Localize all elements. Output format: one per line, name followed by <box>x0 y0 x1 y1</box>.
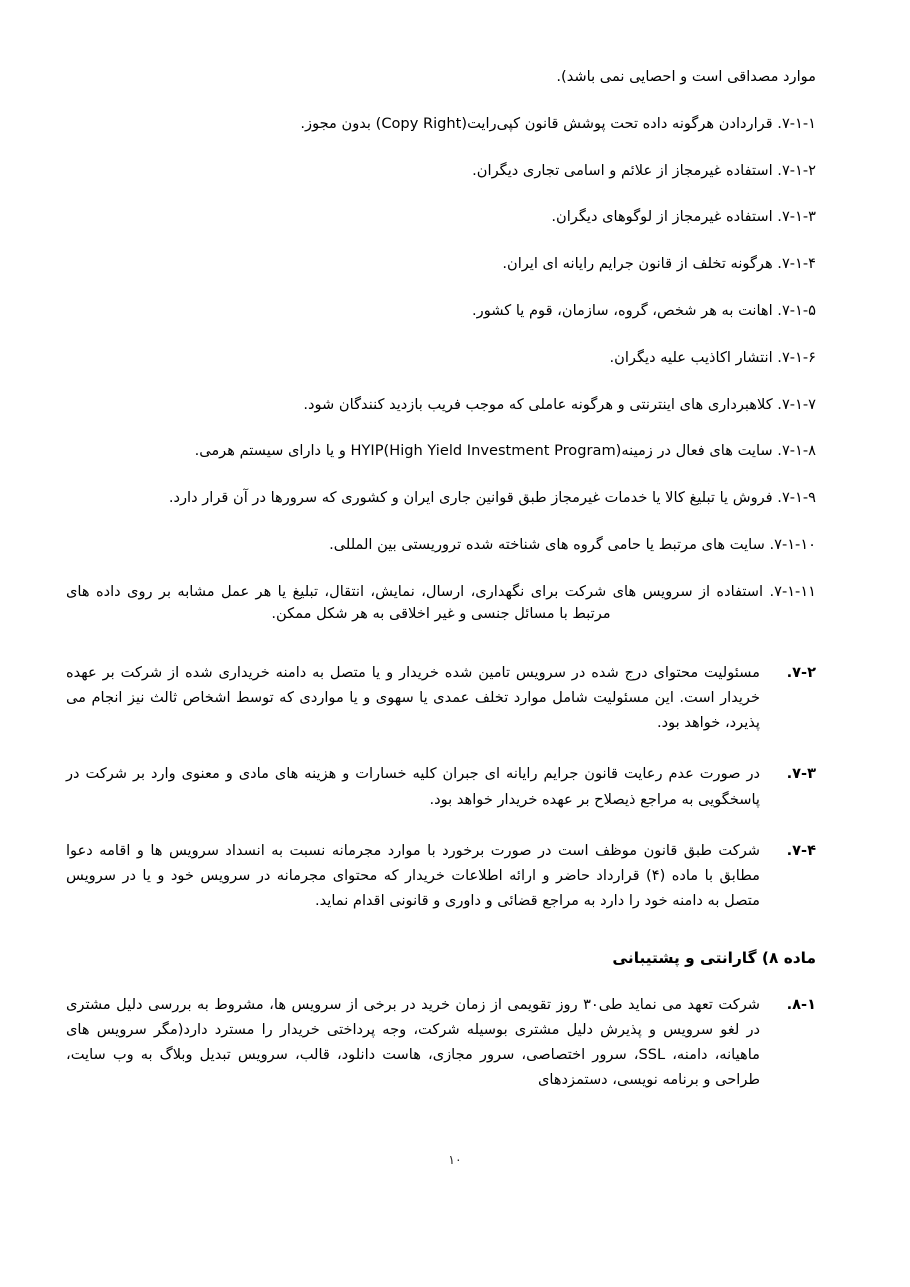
subclause-7-1-5: ۷-۱-۵. اهانت به هر شخص، گروه، سازمان، قوم یا کشور. <box>472 301 816 319</box>
clause-text-7-3: در صورت عدم رعایت قانون جرایم رایانه ای جبران کلیه خسارات و هزینه های مادی و معنوی وارد بر شرکت در پاسخگویی به مراجع ذیصلاح بر عهده خریدار خواهد بود. <box>66 765 760 808</box>
section-heading-article-8: ماده ۸) گارانتی و پشتیبانی <box>612 948 816 967</box>
section-spacer <box>66 650 816 660</box>
subclause-7-1-3: ۷-۱-۳. استفاده غیرمجاز از لوگوهای دیگران. <box>551 208 816 226</box>
clause-7-2 <box>66 660 816 735</box>
clause-marker-7-2: ۷-۲. <box>786 664 816 682</box>
subclause-7-1-11: ۷-۱-۱۱. استفاده از سرویس های شرکت برای نگهداری، ارسال، نمایش، انتقال، تبلیغ یا هر عمل مشابه بر روی داده های مرتبط با مسائل جنسی و غیر اخلاقی به هر شکل ممکن. <box>66 582 816 623</box>
intro-continuation-line: موارد مصداقی است و احصایی نمی باشد). <box>556 68 816 85</box>
subclause-7-1-7: ۷-۱-۷. کلاهبرداری های اینترنتی و هرگونه عاملی که موجب فریب بازدید کنندگان شود. <box>303 395 816 413</box>
page-content <box>66 66 816 1118</box>
clause-marker-8-1: ۸-۱. <box>786 996 816 1014</box>
subclause-7-1-1: ۷-۱-۱. قراردادن هرگونه داده تحت پوشش قانون کپی‌رایت(Copy Right) بدون مجوز. <box>300 114 816 132</box>
clause-7-3 <box>66 761 816 811</box>
clause-marker-7-4: ۷-۴. <box>786 841 816 859</box>
clause-8-1 <box>66 992 816 1092</box>
subclause-7-1-10: ۷-۱-۱۰. سایت های مرتبط یا حامی گروه های شناخته شده تروریستی بین المللی. <box>329 535 816 553</box>
subclause-7-1-2: ۷-۱-۲. استفاده غیرمجاز از علائم و اسامی تجاری دیگران. <box>472 161 816 179</box>
clause-7-4 <box>66 838 816 913</box>
clause-marker-7-3: ۷-۳. <box>786 765 816 783</box>
clause-text-8-1: شرکت تعهد می نماید طی۳۰ روز تقویمی از زمان خرید در برخی از سرویس ها، مشروط به بررسی دلیل مشتری در لغو سرویس و پذیرش دلیل مشتری بوسیله شرکت، وجه پرداختی خریدار را مسترد دارد(مگر سرویس های ماهیانه، دامنه، SSL، سرور اختصاصی، سرور مجازی، هاست دانلود، قالب، سرویس تبدیل وبلاگ به وب سایت، طراحی و برنامه نویسی، دستمزدهای <box>66 996 760 1089</box>
clause-text-7-2: مسئولیت محتوای درج شده در سرویس تامین شده خریدار و یا متصل به دامنه خریداری شده از شرکت بر عهده خریدار است. این مسئولیت شامل موارد تخلف عمدی یا سهوی و یا مواردی که توسط اشخاص ثالث نیز انجام می پذیرد، خواهد بود. <box>66 664 760 732</box>
subclause-7-1-4: ۷-۱-۴. هرگونه تخلف از قانون جرایم رایانه ای ایران. <box>502 255 816 273</box>
subclause-7-1-8: ۷-۱-۸. سایت های فعال در زمینه(HYIP(High Yield Investment Program و یا دارای سیستم هرمی. <box>194 442 816 460</box>
page-number: ۱۰ <box>448 1152 462 1167</box>
clause-text-7-4: شرکت طبق قانون موظف است در صورت برخورد با موارد مجرمانه نسبت به انسداد سرویس ها و اقامه دعوا مطابق با ماده (۴) قرارداد حاضر و ارائه اطلاعات خریدار که محتوای مجرمانه در سرویس خود و یا در سرویس متصل به دامنه خود را دارد به مراجع قضائی و داوری و قانونی اقدام نماید. <box>66 841 760 909</box>
subclause-7-1-9: ۷-۱-۹. فروش یا تبلیغ کالا یا خدمات غیرمجاز طبق قوانین جاری ایران و کشوری که سرورها در آن قرار دارد. <box>168 489 816 507</box>
subclause-7-1-6: ۷-۱-۶. انتشار اکاذیب علیه دیگران. <box>609 348 816 366</box>
